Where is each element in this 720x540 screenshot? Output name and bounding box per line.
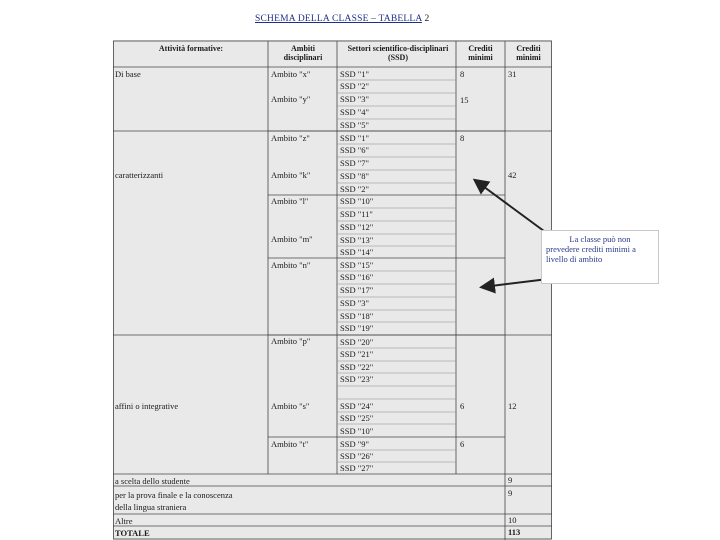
ssd-cell: SSD "21" [340,349,374,359]
activity-prova-line1: per la prova finale e la conoscenza [115,490,233,500]
credits-ambito-y: 15 [460,95,469,105]
ssd-cell: SSD "6" [340,145,369,155]
activity-scelta: a scelta dello studente [115,476,190,486]
ssd-cell: SSD "9" [340,439,369,449]
ssd-cell: SSD "23" [340,374,374,384]
credits-prova: 9 [508,488,513,498]
ambito-n: Ambito "n" [271,260,311,270]
credits-ambito-s: 6 [460,401,465,411]
ssd-cell: SSD "14" [340,247,374,257]
note-line-2: prevedere crediti minimi a [546,244,636,254]
ssd-cell: SSD "22" [340,362,374,372]
credits-altre: 10 [508,515,517,525]
note-line-1: La classe può non [569,234,631,244]
ssd-cell: SSD "1" [340,133,369,143]
ssd-cell: SSD "12" [340,222,374,232]
credits-ambito-z: 8 [460,133,465,143]
ssd-cell: SSD "15" [340,260,374,270]
header-ambiti: Ambiti disciplinari [283,44,323,62]
ambito-m: Ambito "m" [271,234,313,244]
activity-caratterizzanti: caratterizzanti [115,170,164,180]
ssd-cell: SSD "18" [340,311,374,321]
ssd-cell: SSD "10" [340,196,374,206]
ambito-t: Ambito "t" [271,439,309,449]
credits-ambito-t: 6 [460,439,465,449]
credits-ambito-x: 8 [460,69,465,79]
ambito-x: Ambito "x" [271,69,311,79]
ssd-cell: SSD "2" [340,81,369,91]
ambito-p: Ambito "p" [271,336,311,346]
activity-totale: TOTALE [115,528,150,538]
activity-base: Di base [115,69,141,79]
ambito-k: Ambito "k" [271,170,311,180]
ssd-cell: SSD "4" [340,107,369,117]
ambito-y: Ambito "y" [271,94,311,104]
header-crediti-ambito: Crediti minimi [468,44,493,62]
ssd-cell: SSD "3" [340,298,369,308]
ssd-cell: SSD "19" [340,323,374,333]
credits-affini: 12 [508,401,517,411]
ssd-cell: SSD "16" [340,272,374,282]
activity-prova-line2: della lingua straniera [115,502,187,512]
ssd-cell: SSD "1" [340,69,369,79]
ssd-cell: SSD "11" [340,209,373,219]
ssd-cell: SSD "5" [340,120,369,130]
ssd-cell: SSD "26" [340,451,374,461]
ambito-z: Ambito "z" [271,133,310,143]
note-box [541,230,659,284]
note-line-3: livello di ambito [546,254,603,264]
arrow-to-ssd-column [483,279,548,287]
ssd-cell: SSD "2" [340,184,369,194]
activity-altre: Altre [115,516,133,526]
page-title: SCHEMA DELLA CLASSE – TABELLA 2 [255,14,430,24]
ssd-cell: SSD "13" [340,235,374,245]
arrow-to-caratterizzanti [476,181,548,234]
header-attivita: Attività formative: [158,44,224,53]
credits-base: 31 [508,69,517,79]
header-crediti-attivita: Crediti minimi [516,44,541,62]
ambito-s: Ambito "s" [271,401,310,411]
ssd-cell: SSD "10" [340,426,374,436]
credits-totale: 113 [508,527,521,537]
activity-affini: affini o integrative [115,401,179,411]
ssd-cell: SSD "17" [340,285,374,295]
ambito-l: Ambito "l" [271,196,309,206]
ssd-cell: SSD "7" [340,158,369,168]
header-settori: Settori scientifico-disciplinari (SSD) [347,44,449,62]
credits-scelta: 9 [508,475,513,485]
ssd-cell: SSD "27" [340,463,374,473]
ssd-cell: SSD "3" [340,94,369,104]
credits-caratterizzanti: 42 [508,170,517,180]
ssd-cell: SSD "8" [340,171,369,181]
ssd-cell: SSD "20" [340,337,374,347]
ssd-cell: SSD "24" [340,401,374,411]
ssd-cell: SSD "25" [340,413,374,423]
